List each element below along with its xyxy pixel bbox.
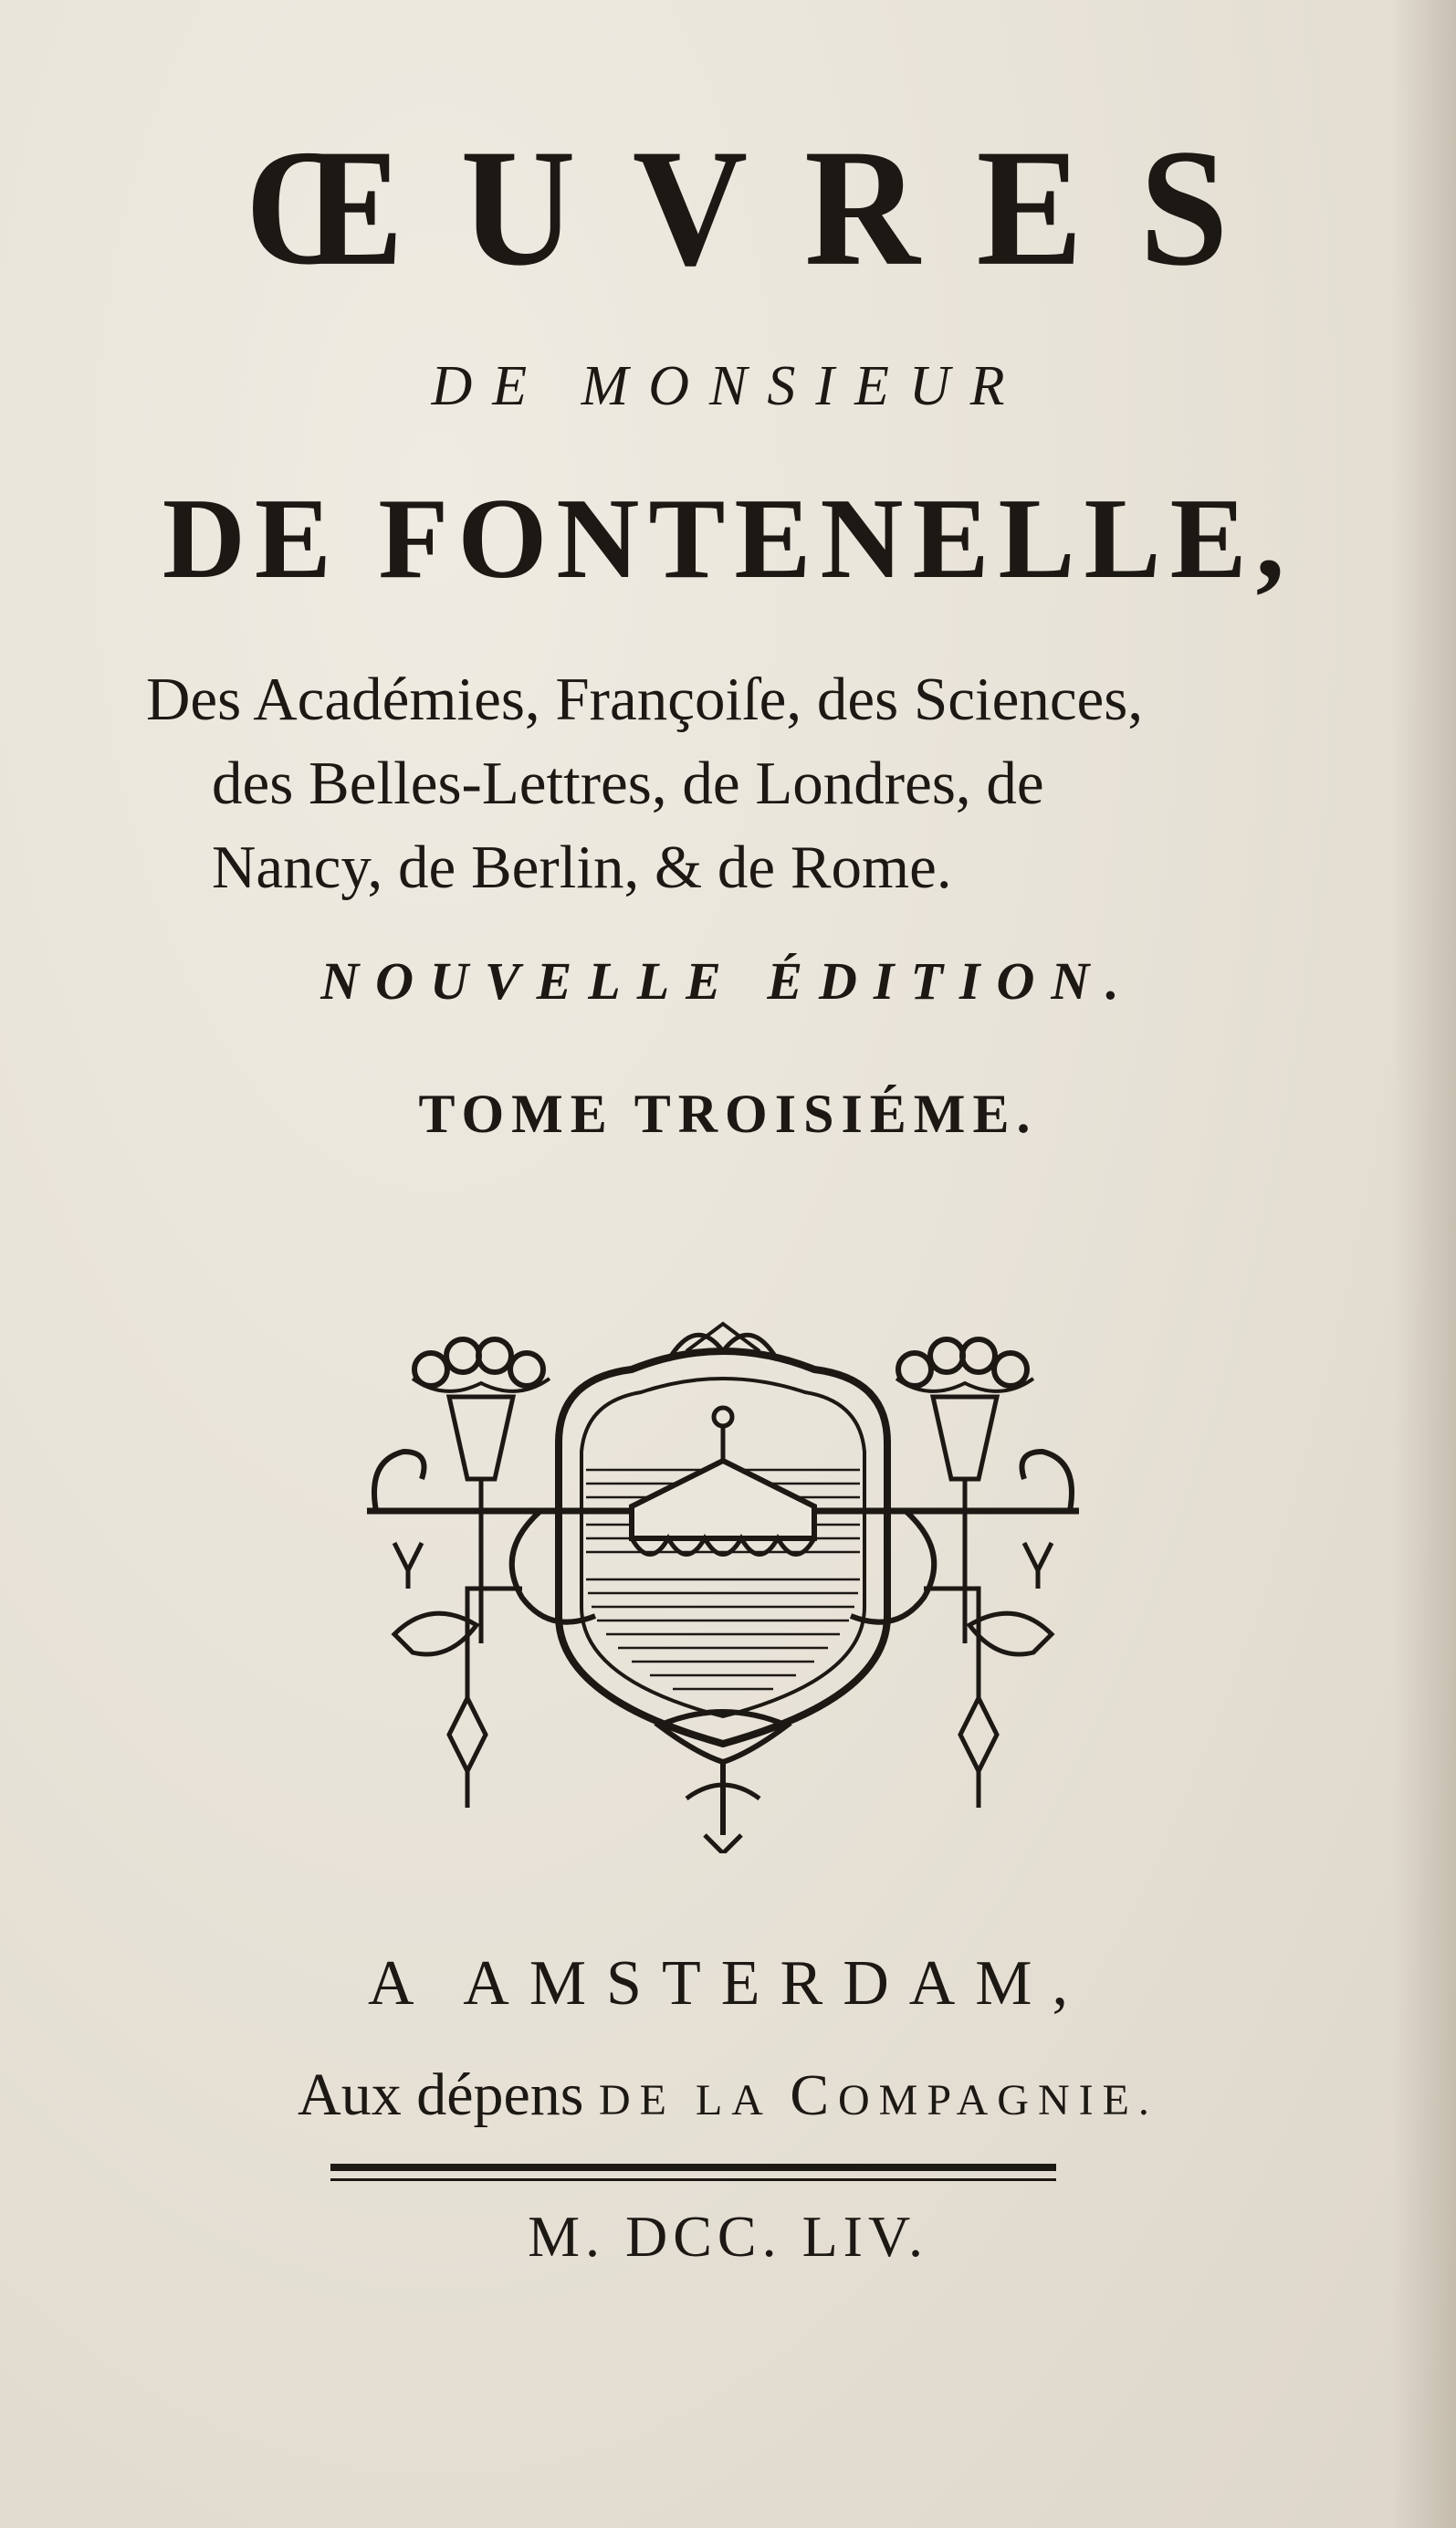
imprint-city: A AMSTERDAM, [367,1948,1089,2019]
publisher-prefix: Aux dépens [298,2061,584,2128]
author-prefix: DE MONSIEUR [431,355,1025,417]
affiliations-line-1: Des Académies, Françoiſe, des Sciences, [146,666,1144,733]
publisher-la: LA [695,2076,770,2124]
affiliations-line-2: des Belles-Lettres, de Londres, de [212,750,1044,817]
double-rule-thin [330,2178,1056,2181]
imprint-publisher [0,2061,1456,2128]
double-rule-thick [330,2164,1056,2171]
author-affiliations [0,657,1456,909]
publisher-smallcaps [598,2062,1158,2127]
publication-year: M. DCC. LIV. [528,2204,928,2269]
publisher-rest: OMPAGNIE. [838,2076,1158,2124]
author-name: DE FONTENELLE, [162,476,1294,603]
volume-number: TOME TROISIÉME. [418,1084,1038,1144]
publisher-de: DE [598,2076,676,2124]
woodcut-ornament-icon [358,1315,1088,1853]
publisher-c: C [790,2062,838,2127]
book-title: ŒUVRES [244,114,1285,300]
affiliations-line-3: Nancy, de Berlin, & de Rome. [212,834,952,901]
edition-statement: NOUVELLE ÉDITION. [320,951,1136,1011]
